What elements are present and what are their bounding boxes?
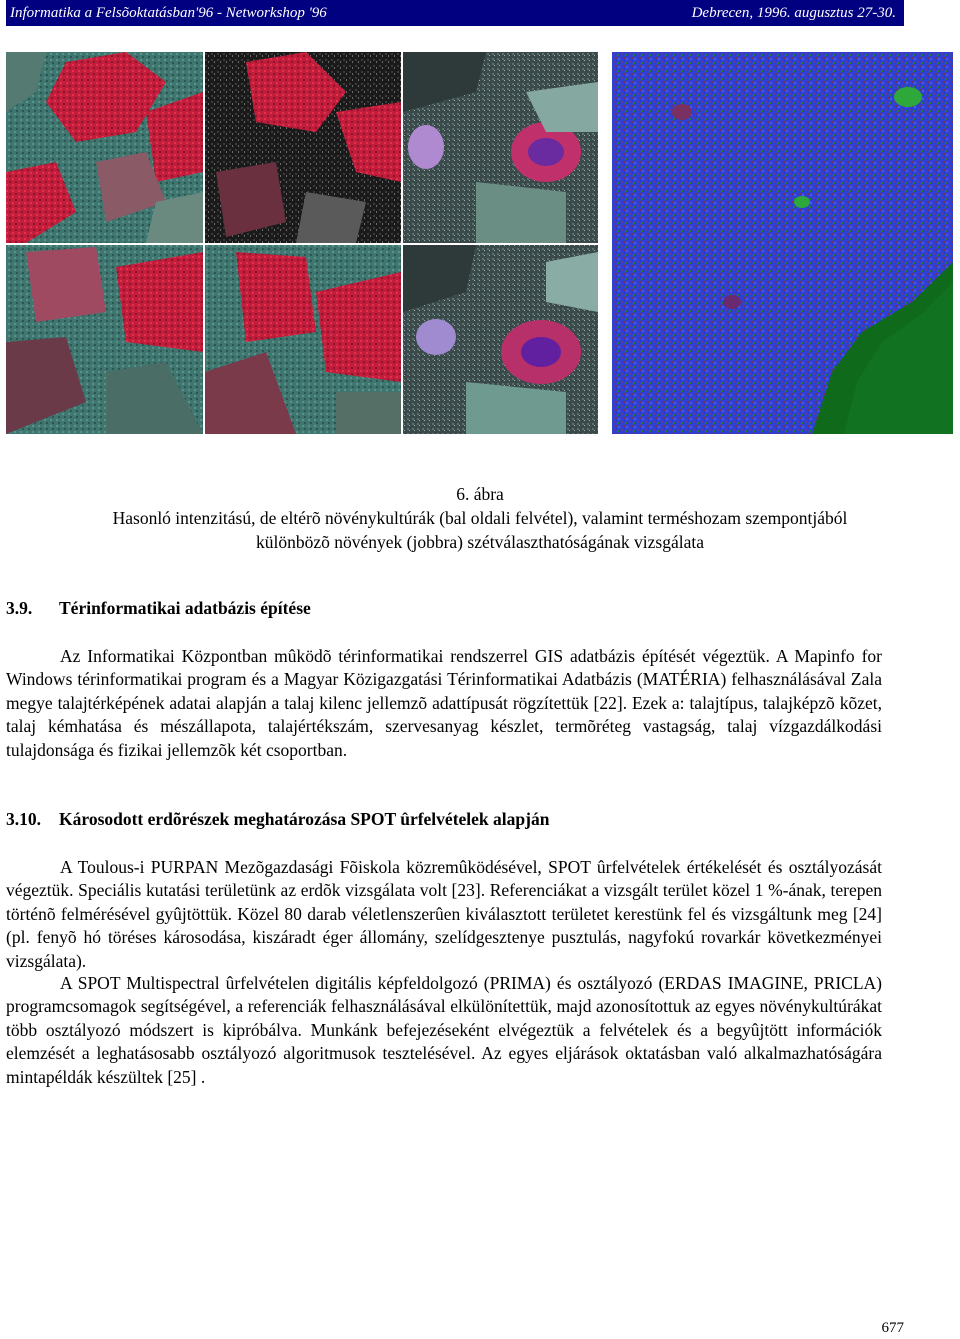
running-header (6, 0, 904, 26)
panel-top-right (403, 52, 598, 243)
section-heading-3-9 (6, 598, 311, 619)
header-right: Debrecen, 1996. augusztus 27-30. (691, 5, 896, 21)
section-number: 3.10. (6, 809, 41, 829)
caption-line-2: különbözõ növények (jobbra) szétválaszthatóságának vizsgálata (255, 532, 705, 552)
section-number: 3.9. (6, 598, 33, 618)
section-3-9-paragraph: Az Informatikai Központban mûködõ térinformatikai rendszerrel GIS adatbázis építését végeztük. A Mapinfo for Windows térinformatikai program és a Magyar Közigazgatási Térinformatikai Adatbázis (MATÉRIA) felhasználásával Zala megye talajtérképének adatai alapján a talaj kilenc jellemzõ adattípusát rögzítettük [22]. Ezek a: talajtípus, talajképzõ kõzet, talaj kémhatása és mészállapota, talajértékszám, szervesanyag készlet, termõréteg vastagság, talaj vízgazdálkodási tulajdonsága és fizikai jellemzõk két csoportban. (6, 646, 882, 760)
panel-bottom-right (403, 245, 598, 434)
section-title: Térinformatikai adatbázis építése (59, 598, 311, 618)
section-title: Károsodott erdõrészek meghatározása SPOT ûrfelvételek alapján (59, 809, 550, 829)
section-3-10-paragraph-2: A SPOT Multispectral ûrfelvételen digitális képfeldolgozó (PRIMA) és osztályozó (ERDAS IMAGINE, PRICLA) programcsomagok segítségével, a referenciák felhasználásával elkülönítettük, majd azonosítottuk az egyes növénykultúrákat több osztályozó módszert is kipróbálva. Munkánk befejezéseként elvégeztük a felvételek és a begyûjtött információk elemzését a leghatásosabb osztályozó algoritmusok tesztelésével. Az egyes eljárások oktatásban való alkalmazhatóságára mintapéldák készültek [25] . (6, 973, 882, 1087)
header-left: Informatika a Felsõoktatásban'96 - Networkshop '96 (10, 5, 327, 21)
panel-top-left (6, 52, 203, 243)
panel-bottom-left (6, 245, 203, 434)
caption-line-1: Hasonló intenzitású, de eltérõ növénykultúrák (bal oldali felvétel), valamint terméshozam szempontjából (112, 508, 848, 528)
figure-right-classified-image (612, 52, 953, 434)
figure-left-satellite-composite (6, 52, 598, 434)
panel-bottom-middle (205, 245, 401, 434)
section-heading-3-10 (6, 809, 549, 830)
panel-top-middle (205, 52, 401, 243)
section-3-10-paragraph-1: A Toulous-i PURPAN Mezõgazdasági Fõiskola közremûködésével, SPOT ûrfelvételek értékelését és osztályozását végeztük. Speciális kutatási területünk az erdõk vizsgálata volt [23]. Referenciákat a vizsgált terület közel 1 %-ának, terepen történõ felmérésével gyûjtöttük. Közel 80 darab véletlenszerûen kiválasztott területet kerestünk fel és vizsgáltunk meg [24] (pl. fenyõ hó töréses károsodása, kiszáradt éger állomány, szelídgesztenye pusztulás, nagyfokú rovarkár következményei vizsgálata). (6, 857, 882, 971)
figure-number: 6. ábra (456, 484, 504, 504)
page-number: 677 (881, 1320, 904, 1336)
figure-caption (0, 482, 960, 554)
